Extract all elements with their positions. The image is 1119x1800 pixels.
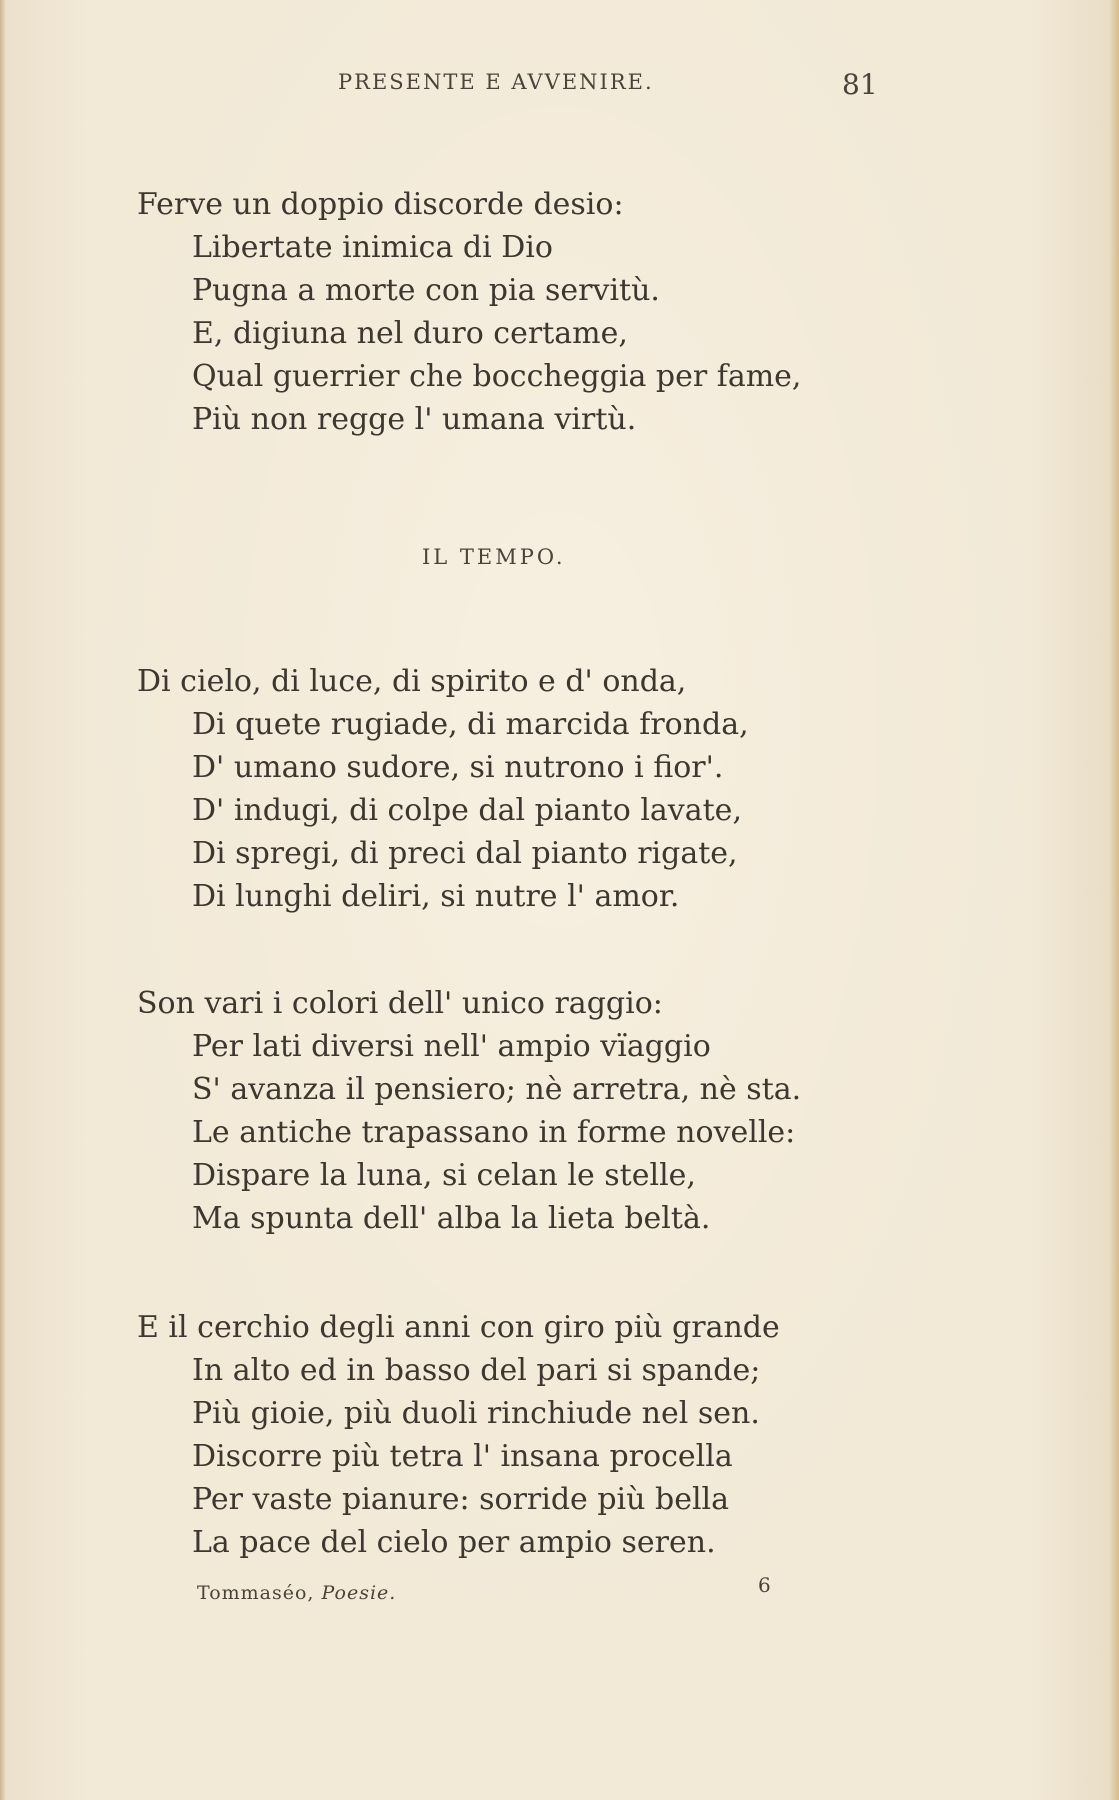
verse-line: D' indugi, di colpe dal pianto lavate, [192,793,742,828]
page-edge-left [0,0,6,1800]
footer-work-title: Poesie. [321,1582,397,1604]
page-edge-right [1109,0,1119,1800]
page-number: 81 [842,68,878,101]
stanza [137,660,749,918]
running-title: PRESENTE E AVVENIRE. [338,70,654,94]
verse-line: S' avanza il pensiero; nè arretra, nè sta. [192,1072,802,1107]
verse-line: Di lunghi deliri, si nutre l' amor. [192,879,680,914]
verse-line: Son vari i colori dell' unico raggio: [137,986,663,1021]
verse-line: Di spregi, di preci dal pianto rigate, [192,836,738,871]
verse-line: Discorre più tetra l' insana procella [192,1439,733,1474]
verse-line: Pugna a morte con pia servitù. [192,273,660,308]
verse-line: E, digiuna nel duro certame, [192,316,628,351]
verse-line: Più non regge l' umana virtù. [192,402,637,437]
verse-line: Dispare la luna, si celan le stelle, [192,1158,696,1193]
stanza [137,982,801,1240]
verse-line: E il cerchio degli anni con giro più grande [137,1310,780,1345]
stanza [137,183,801,441]
verse-line: Di quete rugiade, di marcida fronda, [192,707,749,742]
verse-line: D' umano sudore, si nutrono i fior'. [192,750,724,785]
verse-line: La pace del cielo per ampio seren. [192,1525,716,1560]
verse-line: Libertate inimica di Dio [192,230,553,265]
verse-line: Le antiche trapassano in forme novelle: [192,1115,796,1150]
verse-line: Per vaste pianure: sorride più bella [192,1482,730,1517]
verse-line: Di cielo, di luce, di spirito e d' onda, [137,664,687,699]
footer-author: Tommaséo, [197,1582,315,1604]
verse-line: Ferve un doppio discorde desio: [137,187,624,222]
verse-line: In alto ed in basso del pari si spande; [192,1353,761,1388]
printer-signature-mark: 6 [758,1573,771,1597]
verse-line: Per lati diversi nell' ampio vïaggio [192,1029,711,1064]
verse-line: Più gioie, più duoli rinchiude nel sen. [192,1396,760,1431]
verse-line: Ma spunta dell' alba la lieta beltà. [192,1201,711,1236]
section-title: IL TEMPO. [422,545,566,569]
verse-line: Qual guerrier che boccheggia per fame, [192,359,802,394]
stanza [137,1306,780,1564]
footer-signature [197,1582,396,1604]
